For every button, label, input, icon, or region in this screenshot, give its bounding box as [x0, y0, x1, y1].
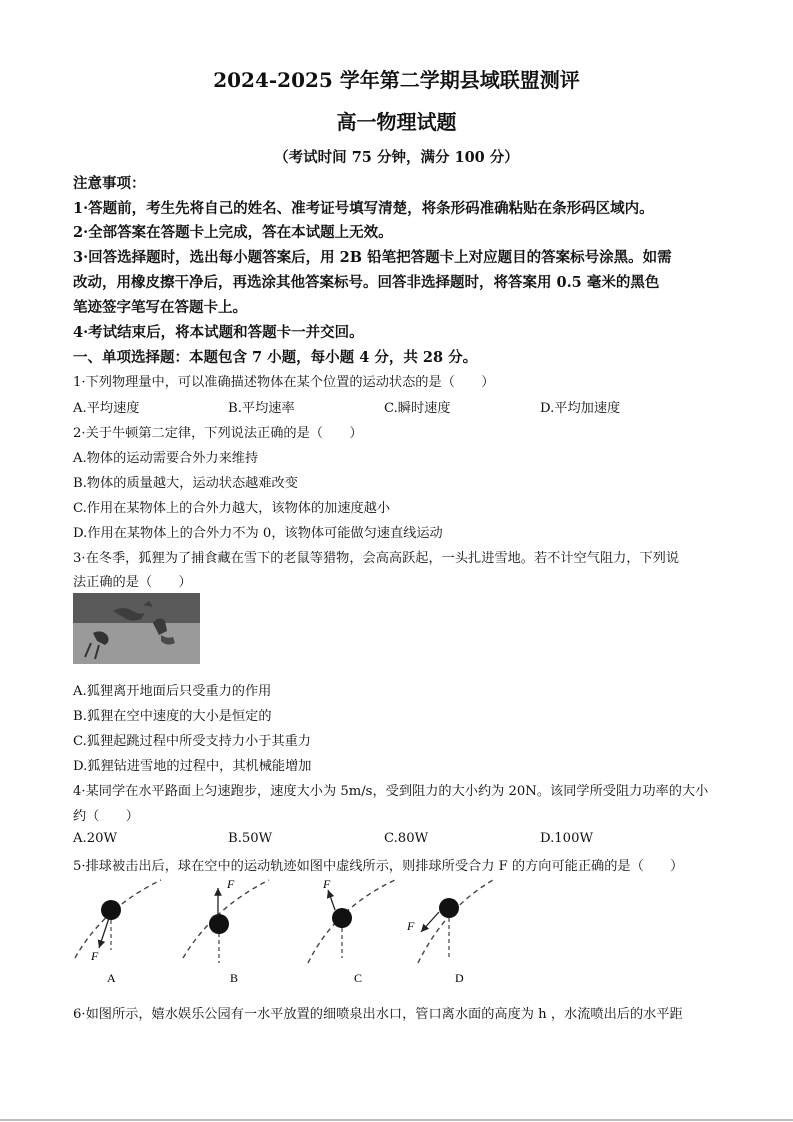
diagram-panel-d: [406, 880, 493, 985]
q4-option-b: B.50W: [228, 831, 273, 846]
panel-label: C: [354, 971, 363, 985]
section-heading: 一、单项选择题：本题包含 7 小题，每小题 4 分，共 28 分。: [73, 349, 478, 366]
question-3-stem: 3·在冬季，狐狸为了捕食藏在雪下的老鼠等猎物，会高高跃起，一头扎进雪地。若不计空气阻力，下列说: [73, 551, 680, 566]
q2-option-d: D.作用在某物体上的合外力不为 0，该物体可能做匀速直线运动: [73, 526, 443, 541]
q3-option-d: D.狐狸钻进雪地的过程中，其机械能增加: [73, 759, 312, 774]
q3-option-a: A.狐狸离开地面后只受重力的作用: [73, 684, 272, 699]
question-2-stem: 2·关于牛顿第二定律，下列说法正确的是（ ）: [73, 426, 363, 441]
exam-subtitle: 高一物理试题: [336, 110, 457, 134]
force-label: F: [407, 919, 415, 933]
note-item: 笔迹签字笔写在答题卡上。: [73, 299, 247, 316]
trajectory-force-diagram: [73, 868, 493, 990]
force-label: F: [91, 949, 99, 963]
force-label: F: [323, 877, 331, 891]
q2-option-a: A.物体的运动需要合外力来维持: [73, 451, 259, 466]
question-4-stem: 4·某同学在水平路面上匀速跑步，速度大小为 5m/s，受到阻力的大小约为 20N。该同学所受阻力功率的大小: [73, 784, 709, 799]
question-5-stem: 5·排球被击出后，球在空中的运动轨迹如图中虚线所示，则排球所受合力 F 的方向可能正确的是（ ）: [73, 859, 684, 874]
q4-option-d: D.100W: [540, 831, 594, 846]
notes-heading: 注意事项：: [73, 175, 146, 192]
panel-label: D: [455, 971, 464, 985]
q2-option-b: B.物体的质量越大，运动状态越难改变: [73, 476, 298, 491]
page-bottom-border: [0, 1119, 793, 1121]
note-item: 2·全部答案在答题卡上完成，答在本试题上无效。: [73, 224, 393, 241]
q4-option-a: A.20W: [73, 831, 118, 846]
q4-option-c: C.80W: [384, 831, 429, 846]
diagram-panel-b: [183, 877, 269, 985]
q3-option-c: C.狐狸起跳过程中所受支持力小于其重力: [73, 734, 311, 749]
note-item: 1·答题前，考生先将自己的姓名、准考证号填写清楚，将条形码准确粘贴在条形码区域内。: [73, 200, 654, 217]
q3-option-b: B.狐狸在空中速度的大小是恒定的: [73, 709, 272, 724]
diagram-panel-c: [308, 877, 395, 985]
question-3-stem-cont: 法正确的是（ ）: [73, 575, 192, 590]
note-item: 改动，用橡皮擦干净后，再选涂其他答案标号。回答非选择题时，将答案用 0.5 毫米的黑色: [73, 274, 660, 291]
q1-option-b: B.平均速率: [228, 401, 295, 416]
q1-option-a: A.平均速度: [73, 401, 140, 416]
panel-label: B: [230, 971, 239, 985]
exam-info: （考试时间 75 分钟，满分 100 分）: [274, 149, 519, 166]
exam-title: 2024-2025 学年第二学期县域联盟测评: [213, 68, 580, 92]
force-label: F: [227, 877, 235, 891]
panel-label: A: [107, 971, 116, 985]
q1-option-d: D.平均加速度: [540, 401, 621, 416]
question-1-stem: 1·下列物理量中，可以准确描述物体在某个位置的运动状态的是（ ）: [73, 375, 495, 390]
note-item: 3·回答选择题时，选出每小题答案后，用 2B 铅笔把答题卡上对应题目的答案标号涂黑。如需: [73, 249, 672, 266]
question-6-stem: 6·如图所示，嬉水娱乐公园有一水平放置的细喷泉出水口，管口离水面的高度为 h ，水流喷出后的水平距: [73, 1007, 683, 1022]
note-item: 4·考试结束后，将本试题和答题卡一并交回。: [73, 324, 364, 341]
diagram-panel-a: [75, 880, 161, 985]
q2-option-c: C.作用在某物体上的合外力越大，该物体的加速度越小: [73, 501, 391, 516]
fox-jumping-photo: [73, 593, 200, 664]
question-4-stem-cont: 约（ ）: [73, 809, 139, 824]
q1-option-c: C.瞬时速度: [384, 401, 451, 416]
